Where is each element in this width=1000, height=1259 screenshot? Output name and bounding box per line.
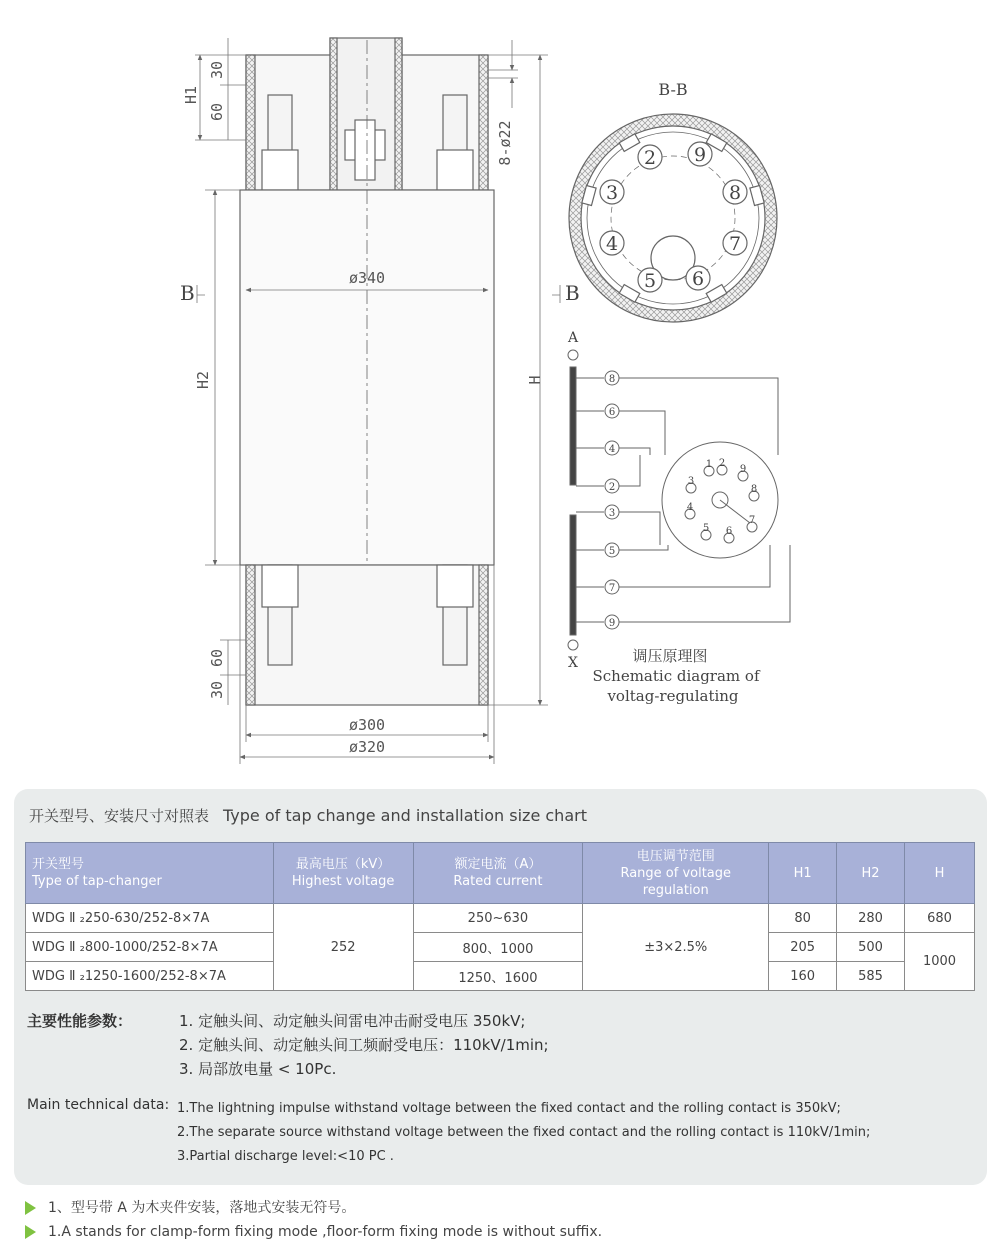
- caption-cn: 调压原理图: [632, 647, 708, 665]
- cell-model: WDG Ⅱ ₂800-1000/252-8×7A: [26, 933, 274, 962]
- table-header-row: [26, 843, 975, 904]
- selector-number: 6: [725, 526, 733, 537]
- list-item: 1.The lightning impulse withstand voltage between the fixed contact and the rolling contact is 350kV;: [177, 1101, 841, 1116]
- header-h: H: [905, 843, 975, 904]
- section-title: B-B: [658, 80, 688, 99]
- performance-list: [179, 1010, 879, 1082]
- upper-left-wall: [246, 55, 255, 190]
- tap-number: 4: [608, 444, 616, 455]
- list-item: 3. 局部放电量 < 10Pc.: [179, 1060, 337, 1078]
- terminal-x: X: [568, 655, 578, 671]
- section-number: 9: [693, 144, 707, 166]
- header-h2: H2: [837, 843, 905, 904]
- dim-h2: H2: [194, 370, 212, 390]
- cell-current: 800、1000: [413, 933, 583, 962]
- bullet-arrow-icon: [25, 1201, 36, 1215]
- header-voltage: 最高电压（kV） Highest voltage: [273, 843, 413, 904]
- lower-left-wall: [246, 565, 255, 705]
- section-number: 6: [691, 268, 705, 290]
- tap-number: 5: [608, 546, 616, 557]
- tap-number: 6: [608, 407, 616, 418]
- header-range: 电压调节范围 Range of voltage regulation: [583, 843, 769, 904]
- cell-h1: 160: [769, 962, 837, 991]
- list-item: 3.Partial discharge level:<10 PC .: [177, 1149, 394, 1164]
- chart-title: [29, 805, 587, 826]
- header-current: 额定电流（A） Rated current: [413, 843, 583, 904]
- selector-number: 9: [739, 464, 747, 475]
- cut-label-right: B: [565, 281, 580, 305]
- selector-number: 7: [748, 515, 756, 526]
- cell-model: WDG Ⅱ ₂250-630/252-8×7A: [26, 904, 274, 933]
- section-number: 4: [605, 233, 619, 255]
- note-en: 1.A stands for clamp-form fixing mode ,floor-form fixing mode is without suffix.: [25, 1224, 602, 1240]
- cell-h2: 585: [837, 962, 905, 991]
- size-chart-table: [25, 842, 975, 991]
- caption-en-2: voltag-regulating: [607, 687, 739, 705]
- top-shaft-wall-left: [330, 38, 337, 190]
- selector-number: 8: [750, 484, 758, 495]
- tap-wire: [619, 545, 790, 622]
- list-item: 1. 定触头间、动定触头间雷电冲击耐受电压 350kV;: [179, 1012, 526, 1030]
- tap-wire: [619, 455, 640, 486]
- dim-h1: H1: [182, 85, 200, 105]
- cell-h: 680: [905, 904, 975, 933]
- section-number: 2: [643, 147, 657, 169]
- dim-30-top: 30: [208, 60, 226, 80]
- dim-h: H: [526, 375, 544, 385]
- tap-number: 9: [608, 618, 616, 629]
- table-row: [26, 904, 975, 933]
- selector-number: 4: [686, 502, 694, 513]
- selector-number: 1: [705, 459, 713, 470]
- main-data-label: Main technical data:: [27, 1097, 170, 1113]
- section-number: 8: [728, 182, 742, 204]
- table-row: [26, 962, 975, 991]
- cell-voltage: 252: [273, 904, 413, 991]
- tap-number: 8: [608, 374, 616, 385]
- cell-h1: 80: [769, 904, 837, 933]
- header-h1: H1: [769, 843, 837, 904]
- section-number: 3: [605, 182, 619, 204]
- section-view: [569, 114, 777, 322]
- cell-h: 1000: [905, 933, 975, 991]
- selector-number: 5: [702, 523, 710, 534]
- chart-title-en: Type of tap change and installation size chart: [223, 806, 587, 825]
- tap-wire: [619, 448, 650, 455]
- lower-right-wall: [479, 565, 488, 705]
- upper-right-wall: [479, 55, 488, 190]
- top-shaft-wall-right: [395, 38, 402, 190]
- list-item: 2. 定触头间、动定触头间工频耐受电压：110kV/1min;: [179, 1036, 549, 1054]
- tap-wire: [619, 378, 778, 455]
- dim-phi340: ø340: [348, 269, 386, 287]
- list-item: 2.The separate source withstand voltage between the fixed contact and the rolling contact is 110kV/1min;: [177, 1125, 871, 1140]
- dim-phi320: ø320: [348, 738, 386, 756]
- bullet-arrow-icon: [25, 1225, 36, 1239]
- tap-wire: [619, 545, 668, 550]
- dim-60-top: 60: [208, 102, 226, 122]
- tap-number: 7: [608, 583, 616, 594]
- cell-h1: 205: [769, 933, 837, 962]
- table-row: [26, 933, 975, 962]
- chart-title-cn: 开关型号、安装尺寸对照表: [29, 807, 210, 825]
- cell-h2: 500: [837, 933, 905, 962]
- cell-current: 250~630: [413, 904, 583, 933]
- selector-number: 3: [687, 476, 695, 487]
- performance-label: 主要性能参数：: [27, 1012, 133, 1030]
- selector-number: 2: [718, 458, 726, 469]
- cell-range: ±3×2.5%: [583, 904, 769, 991]
- cell-h2: 280: [837, 904, 905, 933]
- header-type: 开关型号 Type of tap-changer: [26, 843, 274, 904]
- caption-en-1: Schematic diagram of: [592, 667, 760, 685]
- schematic: [568, 350, 790, 650]
- cell-current: 1250、1600: [413, 962, 583, 991]
- lower-winding: [570, 515, 576, 635]
- section-number: 5: [643, 270, 657, 292]
- note-cn: 1、型号带 A 为木夹件安装，落地式安装无符号。: [25, 1197, 355, 1217]
- section-number: 7: [728, 233, 742, 255]
- terminal-a: A: [567, 330, 579, 346]
- cut-label-left: B: [180, 281, 195, 305]
- tap-number: 2: [608, 482, 616, 493]
- main-data-list: [177, 1099, 967, 1171]
- side-view: [240, 38, 494, 705]
- cell-model: WDG Ⅱ ₂1250-1600/252-8×7A: [26, 962, 274, 991]
- tap-number: 3: [608, 508, 616, 519]
- dim-60-bottom: 60: [208, 648, 226, 668]
- upper-winding: [570, 367, 576, 485]
- dim-8-phi22: 8-ø22: [496, 120, 514, 166]
- dim-30-bottom: 30: [208, 680, 226, 700]
- tap-wire: [619, 512, 660, 545]
- dim-phi300: ø300: [348, 716, 386, 734]
